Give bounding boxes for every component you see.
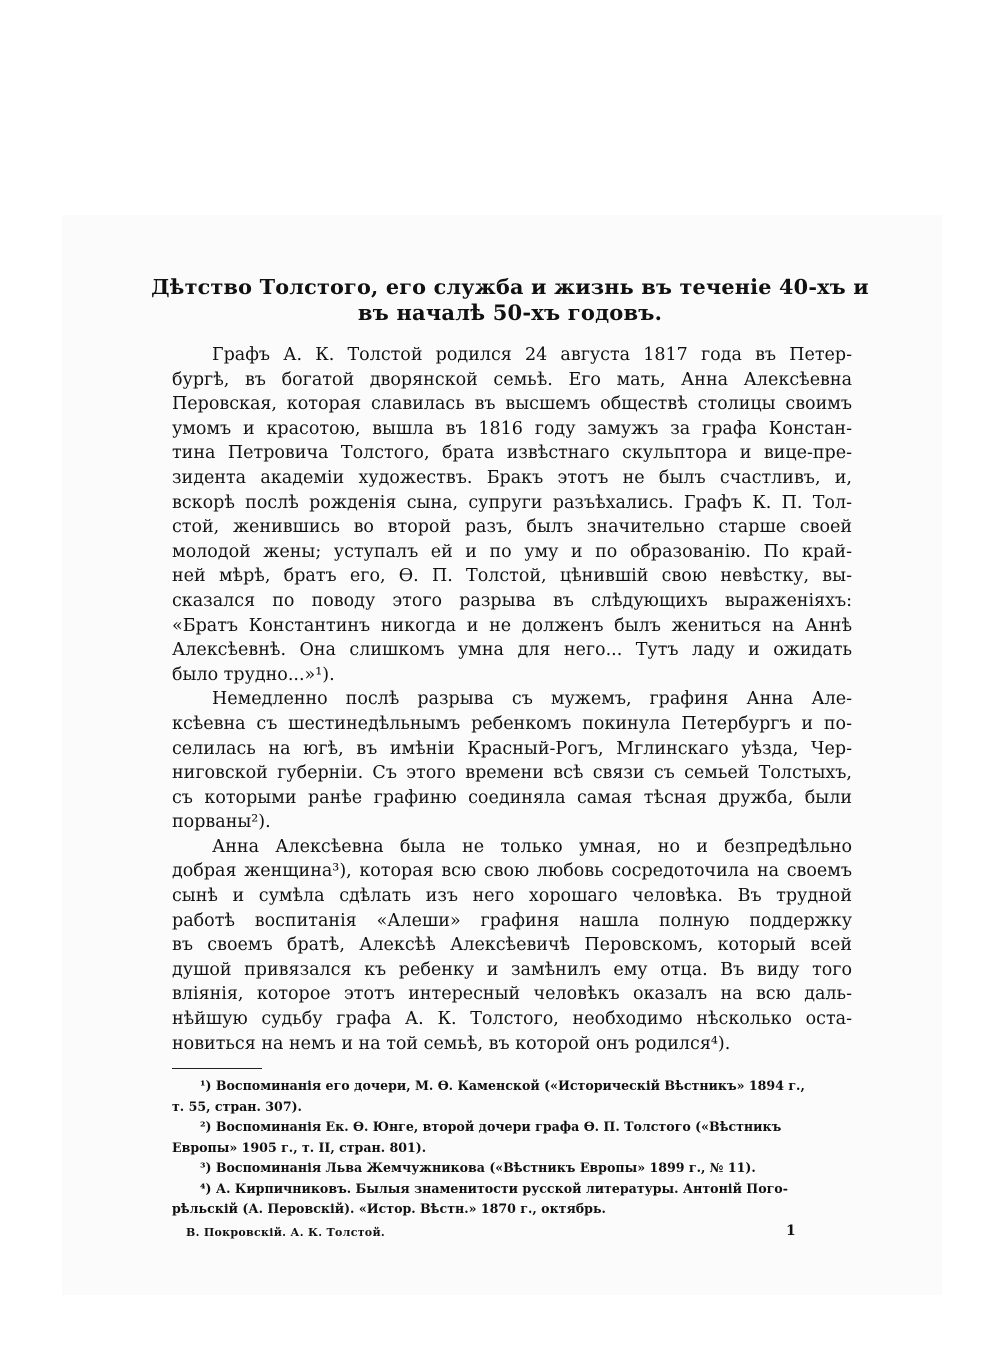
text-line: умомъ и красотою, вышла въ 1816 году замужъ за графа Констан- [172, 418, 852, 439]
chapter-title-line-1: Дѣтство Толстого, его служба и жизнь въ теченіе 40-хъ и [151, 275, 869, 299]
text-line: вліянія, которое этотъ интересный человѣкъ оказалъ на всю даль- [172, 984, 852, 1005]
text-line: вскорѣ послѣ рожденія сына, супруги разъѣхались. Графъ К. П. Тол- [172, 492, 852, 513]
footnote-line: рѣльскій (А. Перовскій). «Истор. Вѣстн.» 1870 г., октябрь. [172, 1201, 606, 1216]
text-line: ксѣевна съ шестинедѣльнымъ ребенкомъ покинула Петербургъ и по- [172, 713, 852, 734]
text-line: стой, женившись во второй разъ, былъ значительно старше своей [172, 517, 852, 538]
text-line: нѣйшую судьбу графа А. К. Толстого, необходимо нѣсколько оста- [172, 1009, 852, 1030]
footnote-line: ²) Воспоминанія Ек. Ѳ. Юнге, второй дочери графа Ѳ. П. Толстого («Вѣстникъ [200, 1119, 782, 1134]
text-line: Анна Алексѣевна была не только умная, но и безпредѣльно [212, 836, 852, 857]
text-line: Алексѣевнѣ. Она слишкомъ умна для него... Тутъ ладу и ожидать [172, 640, 852, 661]
text-line: «Братъ Константинъ никогда и не долженъ былъ жениться на Аннѣ [172, 615, 852, 636]
text-line: было трудно...»¹). [172, 664, 335, 685]
page-number: 1 [786, 1223, 796, 1239]
text-line: селилась на югѣ, въ имѣніи Красный-Рогъ, Мглинскаго уѣзда, Чер- [172, 738, 852, 759]
text-line: ниговской губерніи. Съ этого времени всѣ связи съ семьей Толстыхъ, [172, 763, 852, 784]
text-line: тина Петровича Толстого, брата извѣстнаго скульптора и вице-пре- [172, 443, 852, 464]
text-line: молодой жены; уступалъ ей и по уму и по образованію. По край- [172, 541, 852, 562]
footnotes [172, 1076, 852, 1220]
text-line: работѣ воспитанія «Алеши» графиня нашла полную поддержку [172, 910, 852, 931]
text-line: Графъ А. К. Толстой родился 24 августа 1817 года въ Петер- [212, 345, 852, 365]
chapter-title-line-2: въ началѣ 50-хъ годовъ. [357, 300, 663, 325]
footnote-line: ¹) Воспоминанія его дочери, М. Ѳ. Каменской («Историческій Вѣстникъ» 1894 г., [200, 1078, 805, 1093]
text-line: Перовская, которая славилась въ высшемъ обществѣ столицы своимъ [172, 394, 852, 415]
text-line: Немедленно послѣ разрыва съ мужемъ, графиня Анна Але- [212, 689, 852, 710]
text-line: съ которыми ранѣе графиню соединяла самая тѣсная дружба, были [172, 787, 852, 808]
text-line: сказался по поводу этого разрыва въ слѣдующихъ выраженіяхъ: [172, 590, 852, 611]
text-line: зидента академіи художествъ. Бракъ этотъ не былъ счастливъ, и, [172, 467, 852, 488]
text-line: порваны²). [172, 812, 271, 833]
text-line: добрая женщина³), которая всю свою любовь сосредоточила на своемъ [172, 861, 852, 882]
footnote-line: ³) Воспоминанія Льва Жемчужникова («Вѣстникъ Европы» 1899 г., № 11). [200, 1160, 756, 1175]
text-line: душой привязался къ ребенку и замѣнилъ ему отца. Въ виду того [172, 959, 852, 980]
text-line: въ своемъ братѣ, Алексѣѣ Алексѣевичѣ Перовскомъ, который всей [172, 935, 852, 956]
footnote-line: Европы» 1905 г., т. II, стран. 801). [172, 1139, 427, 1155]
text-line: ней мѣрѣ, братъ его, Ѳ. П. Толстой, цѣнившій свою невѣстку, вы- [172, 566, 852, 587]
footnote-separator [172, 1068, 262, 1069]
main-text [172, 343, 852, 1056]
text-line: сынѣ и сумѣла сдѣлать изъ него хорошаго человѣка. Въ трудной [172, 886, 852, 907]
footnote-line: т. 55, стран. 307). [172, 1098, 302, 1114]
text-line: новиться на немъ и на той семьѣ, въ которой онъ родился⁴). [172, 1033, 731, 1054]
footnote-line: ⁴) А. Кирпичниковъ. Былыя знаменитости русской литературы. Антоній Пого- [200, 1180, 788, 1196]
text-line: бургѣ, въ богатой дворянской семьѣ. Его мать, Анна Алексѣевна [172, 369, 852, 390]
signature-mark: В. Покровскій. А. К. Толстой. [186, 1226, 386, 1239]
